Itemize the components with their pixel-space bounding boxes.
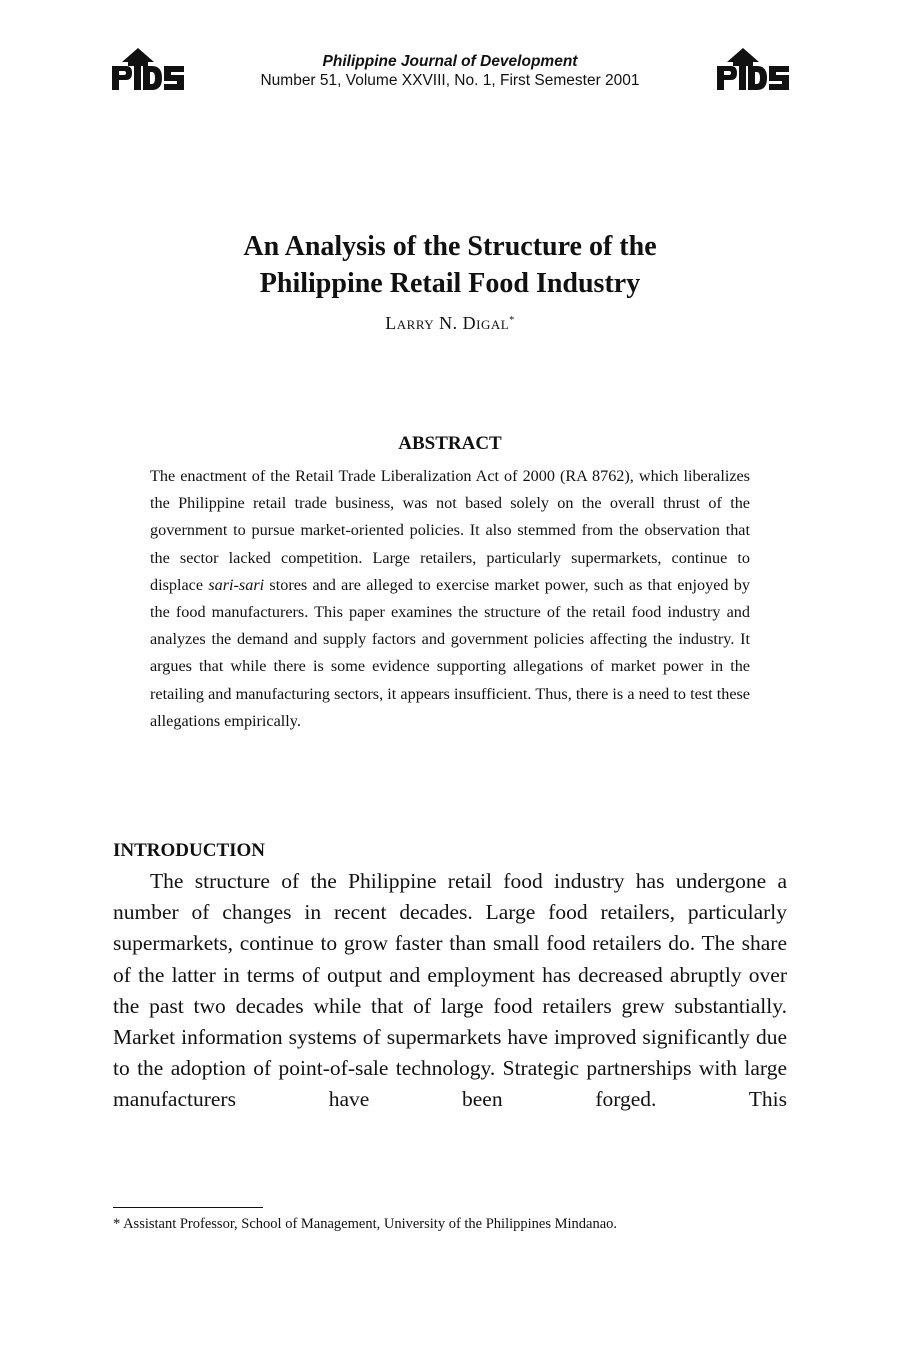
introduction-body: The structure of the Philippine retail food industry has undergone a number of changes in recent decades. Large food retailers, particularly supermarkets, continue to grow faster than small food retailers do. The share of the latter in terms of output and employment has decreased abruptly over the past two decades while that of large food retailers grew substantially. Market information systems of supermarkets have improved significantly due to the adoption of point-of-sale technology. Strategic partnerships with large manufacturers have been forged. This xyxy=(113,869,787,1112)
journal-issue: Number 51, Volume XXVIII, No. 1, First Semester 2001 xyxy=(260,72,640,89)
abstract-italic-term: sari-sari xyxy=(208,575,265,594)
title-line-2: Philippine Retail Food Industry xyxy=(259,268,641,299)
abstract-text-part-2: stores and are alleged to exercise market power, such as that enjoyed by the food manufacturers. This paper examines the structure of the retail food industry and analyzes the demand and supply factors and government policies affecting the industry. It argues that while there is some evidence supporting allegations of market power in the retailing and manufacturing sectors, it appears insufficient. Thus, there is a need to test these allegations empirically. xyxy=(150,575,750,730)
footnote-rule xyxy=(113,1207,263,1208)
abstract-body xyxy=(150,463,750,735)
title-line-1: An Analysis of the Structure of the xyxy=(243,231,657,262)
pids-logo-right xyxy=(715,48,791,92)
footnote-text: * Assistant Professor, School of Management, University of the Philippines Mindanao. xyxy=(113,1216,618,1232)
journal-title: Philippine Journal of Development xyxy=(322,53,578,70)
abstract-heading: ABSTRACT xyxy=(398,433,502,454)
article-title xyxy=(100,228,800,302)
author-footnote-mark: * xyxy=(509,315,515,326)
author-name xyxy=(100,313,800,334)
abstract-text-part-1: The enactment of the Retail Trade Liberalization Act of 2000 (RA 8762), which liberalizes the Philippine retail trade business, was not based solely on the overall thrust of the government to pursue market-oriented policies. It also stemmed from the observation that the sector lacked competition. Large retailers, particularly supermarkets, continue to displace xyxy=(150,467,750,594)
introduction-heading: INTRODUCTION xyxy=(113,840,266,861)
author-name-text: Larry N. Digal xyxy=(385,313,510,333)
